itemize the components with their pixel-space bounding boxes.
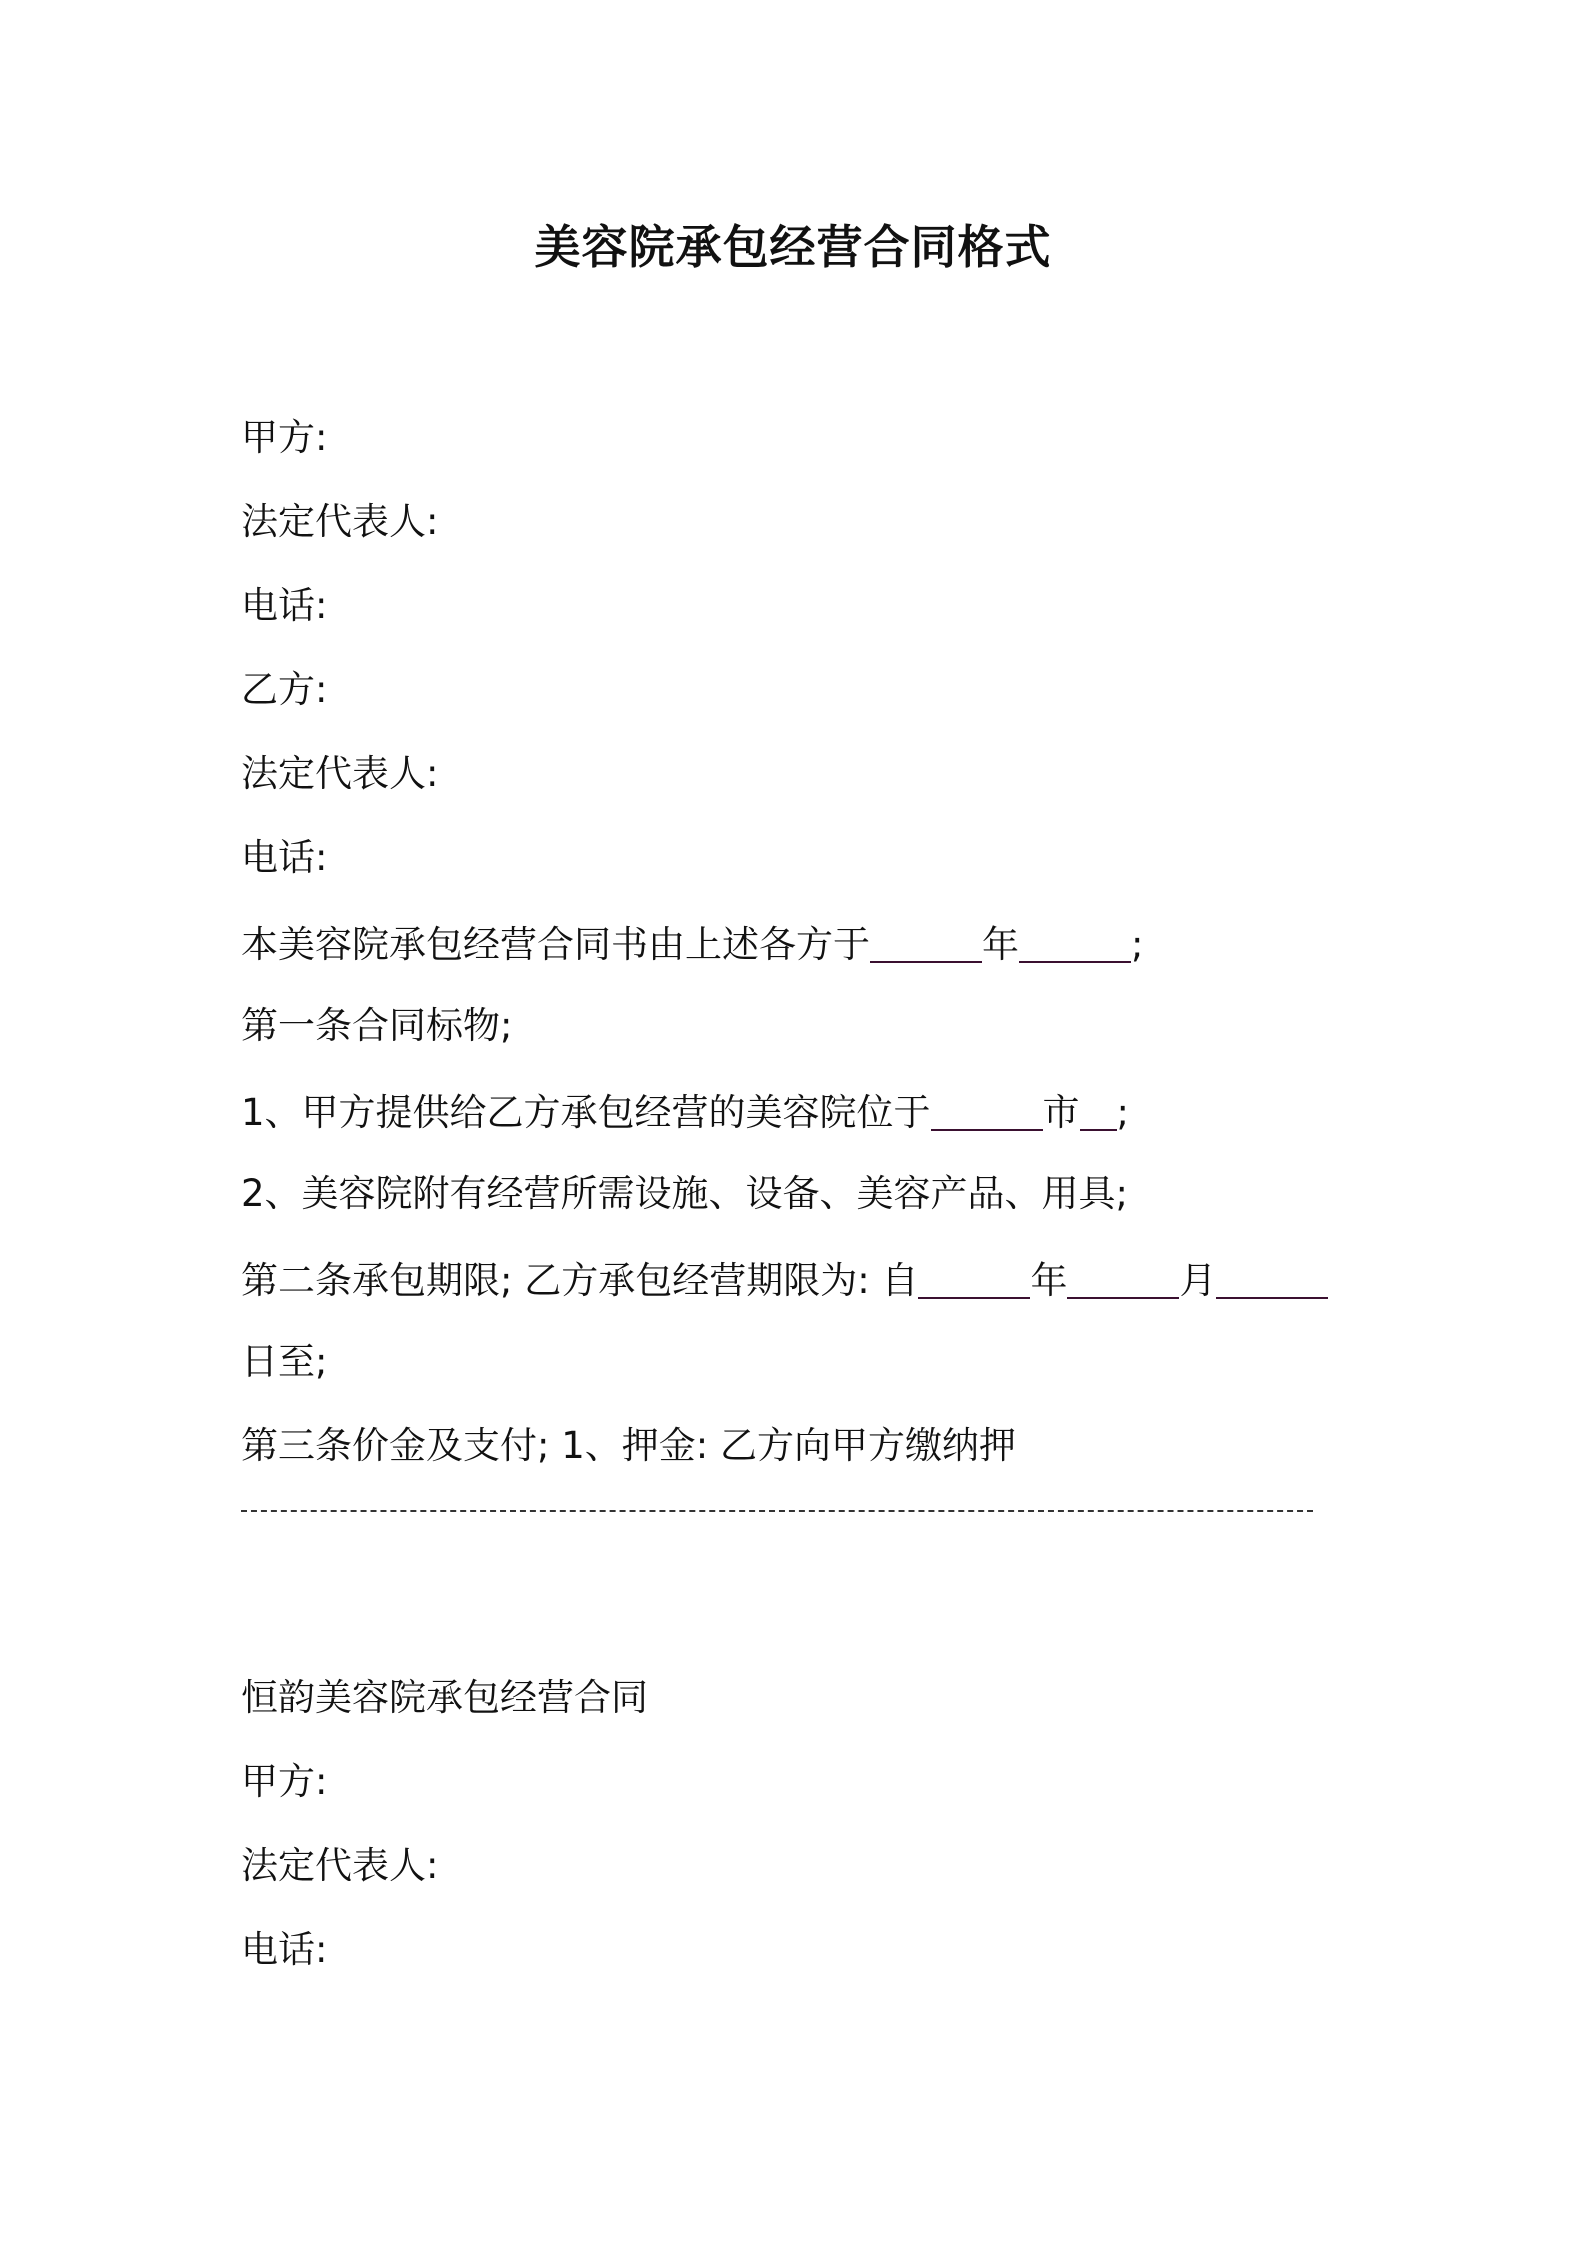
blank-line <box>918 1259 1030 1299</box>
intro-paragraph <box>241 917 1143 970</box>
intro-year-label: 年 <box>982 923 1019 966</box>
item-1-text: 1、甲方提供给乙方承包经营的美容院位于 <box>241 1091 931 1134</box>
section-2-party-a-label: 甲方: <box>241 1760 328 1803</box>
blank-line <box>931 1091 1043 1131</box>
article-2-year-label: 年 <box>1030 1259 1068 1302</box>
phone-a-label: 电话: <box>241 584 328 627</box>
document-title: 美容院承包经营合同格式 <box>534 220 1052 274</box>
article-3-paragraph: 第三条价金及支付; 1、押金: 乙方向甲方缴纳押 <box>241 1424 1016 1467</box>
article-2-continuation: 日至; <box>241 1340 328 1383</box>
blank-line <box>870 923 982 963</box>
phone-b-label: 电话: <box>241 836 328 879</box>
intro-text: 本美容院承包经营合同书由上述各方于 <box>241 923 870 966</box>
party-b-label: 乙方: <box>241 668 328 711</box>
legal-rep-b-label: 法定代表人: <box>241 752 439 795</box>
legal-rep-a-label: 法定代表人: <box>241 500 439 543</box>
item-1-paragraph <box>241 1085 1129 1138</box>
article-2-paragraph <box>241 1253 1328 1306</box>
section-divider <box>241 1510 1313 1512</box>
blank-line <box>1019 923 1131 963</box>
intro-end: ; <box>1131 923 1144 966</box>
party-a-label: 甲方: <box>241 416 328 459</box>
section-2-phone-a-label: 电话: <box>241 1928 328 1971</box>
blank-line <box>1080 1091 1117 1131</box>
section-2-heading: 恒韵美容院承包经营合同 <box>241 1676 648 1719</box>
blank-line <box>1067 1259 1179 1299</box>
article-2-month-label: 月 <box>1179 1259 1217 1302</box>
item-1-city-label: 市 <box>1042 1091 1080 1134</box>
item-2-paragraph: 2、美容院附有经营所需设施、设备、美容产品、用具; <box>241 1172 1129 1215</box>
blank-line <box>1216 1259 1328 1299</box>
article-2-text: 第二条承包期限; 乙方承包经营期限为: 自 <box>241 1259 919 1302</box>
section-2-legal-rep-a-label: 法定代表人: <box>241 1844 439 1887</box>
article-1-heading: 第一条合同标物; <box>241 1004 513 1047</box>
item-1-end: ; <box>1116 1091 1130 1134</box>
